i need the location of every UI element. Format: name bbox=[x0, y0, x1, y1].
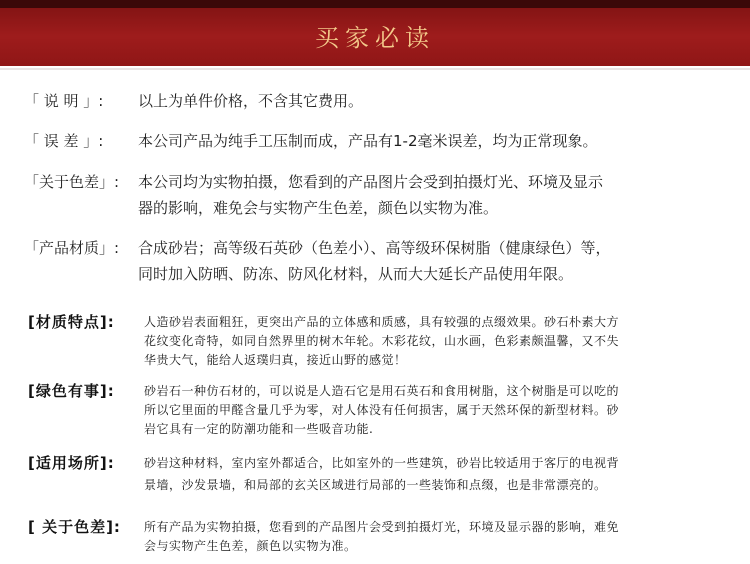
note-text-description: 以上为单件价格，不含其它费用。 bbox=[138, 92, 364, 110]
note-label-tolerance: 「 误 差 」: bbox=[24, 132, 104, 150]
feature-text-green-1: 砂岩石一种仿石材的，可以说是人造石它是用石英石和食用树脂，这个树脂是可以吃的 bbox=[144, 384, 620, 398]
feature-text-applications-1: 砂岩这种材料，室内室外都适合，比如室外的一些建筑，砂岩比较适用于客厅的电视背 bbox=[144, 456, 620, 470]
feature-text-color-difference-1: 所有产品为实物拍摄，您看到的产品图片会受到拍摄灯光，环境及显示器的影响，难免 bbox=[144, 520, 620, 534]
note-label-color-difference: 「关于色差」: bbox=[24, 173, 120, 191]
feature-text-green-2: 所以它里面的甲醛含量几乎为零，对人体没有任何损害，属于天然环保的新型材料。砂 bbox=[144, 403, 620, 417]
note-text-color-difference-2: 器的影响，难免会与实物产生色差，颜色以实物为准。 bbox=[138, 199, 499, 217]
feature-text-material-characteristics-3: 华贵大气，能给人返璞归真，接近山野的感觉！ bbox=[144, 353, 407, 367]
feature-label-color-difference: [ 关于色差]: bbox=[28, 518, 121, 536]
note-text-tolerance: 本公司产品为纯手工压制而成，产品有1-2毫米误差，均为正常现象。 bbox=[138, 132, 598, 150]
feature-label-applications: [适用场所]: bbox=[28, 454, 115, 472]
note-text-material-2: 同时加入防晒、防冻、防风化材料，从而大大延长产品使用年限。 bbox=[138, 265, 574, 283]
header-banner bbox=[0, 0, 750, 66]
feature-label-material-characteristics: [材质特点]: bbox=[28, 313, 115, 331]
feature-text-material-characteristics-1: 人造砂岩表面粗狂，更突出产品的立体感和质感，具有较强的点缀效果。砂石朴素大方 bbox=[144, 315, 620, 329]
note-label-description: 「 说 明 」: bbox=[24, 92, 104, 110]
note-text-color-difference-1: 本公司均为实物拍摄，您看到的产品图片会受到拍摄灯光、环境及显示 bbox=[138, 173, 604, 191]
feature-text-applications-2: 景墙，沙发景墙，和局部的玄关区域进行局部的一些装饰和点缀，也是非常漂亮的。 bbox=[144, 478, 607, 492]
note-label-material: 「产品材质」: bbox=[24, 239, 120, 257]
header-top-strip bbox=[0, 0, 750, 8]
page-title: 买家必读 bbox=[315, 24, 435, 52]
feature-text-material-characteristics-2: 花纹变化奇特，如同自然界里的树木年轮。木彩花纹，山水画，色彩素颇温馨，又不失 bbox=[144, 334, 620, 348]
feature-text-green-3: 岩它具有一定的防潮功能和一些吸音功能. bbox=[144, 422, 374, 436]
header-divider bbox=[0, 68, 750, 70]
feature-label-green: [绿色有事]: bbox=[28, 382, 115, 400]
feature-text-color-difference-2: 会与实物产生色差，颜色以实物为准。 bbox=[144, 539, 357, 553]
note-text-material-1: 合成砂岩；高等级石英砂（色差小）、高等级环保树脂（健康绿色）等， bbox=[138, 239, 611, 257]
